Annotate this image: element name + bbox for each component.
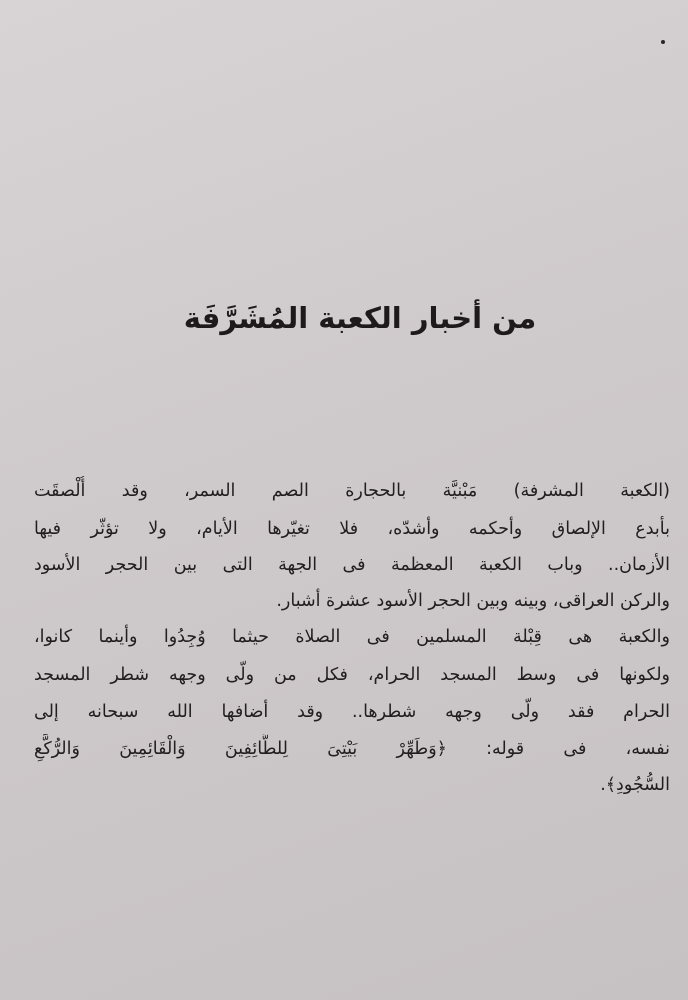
text-line: بأبدع الإلصاق وأحكمه وأشدّه، فلا تغيّرها الأيام، ولا تؤثّر فيها [34, 519, 670, 539]
text-line: ولكونها فى وسط المسجد الحرام، فكل من ولّى وجهه شطر المسجد [34, 665, 670, 685]
ink-speck [661, 40, 665, 44]
text-line: نفسه، فى قوله: ﴿وَطَهِّرْ بَيْتِىَ لِلطَّائِفِينَ وَالْقَائِمِينَ وَالرُّكَّعِ [34, 739, 670, 759]
text-line: والركن العراقى، وبينه وبين الحجر الأسود عشرة أشبار. [276, 591, 670, 611]
text-line: والكعبة هى قِبْلة المسلمين فى الصلاة حيثما وُجِدُوا وأينما كانوا، [34, 627, 670, 647]
text-line: الأزمان.. وباب الكعبة المعظمة فى الجهة التى بين الحجر الأسود [34, 555, 670, 575]
text-line: السُّجُودِ﴾. [600, 775, 670, 795]
chapter-title: من أخبار الكعبة المُشَرَّفَة [183, 301, 537, 335]
text-line: (الكعبة المشرفة) مَبْنيَّة بالحجارة الصم السمر، وقد أُلْصقَت [34, 481, 670, 501]
text-line: الحرام فقد ولّى وجهه شطرها.. وقد أضافها الله سبحانه إلى [34, 702, 670, 722]
